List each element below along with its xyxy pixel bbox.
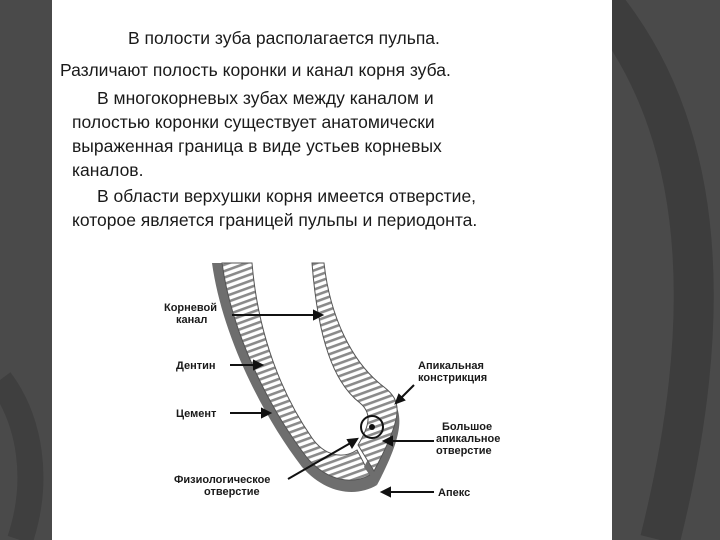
label-apical-constriction-2: констрикция xyxy=(418,372,488,384)
label-physiological-opening-1: Физиологическое xyxy=(174,474,271,486)
text-line-6: каналов. xyxy=(72,160,144,180)
root-canal-diagram xyxy=(152,245,523,518)
label-cement: Цемент xyxy=(176,408,217,420)
label-dentin: Дентин xyxy=(176,360,216,372)
label-root-canal-2: канал xyxy=(176,314,208,326)
label-major-apical-opening-2: апикальное xyxy=(436,433,501,445)
text-line-7: В области верхушки корня имеется отверстие, xyxy=(97,186,477,206)
label-apex: Апекс xyxy=(438,487,471,499)
label-root-canal-1: Корневой xyxy=(164,302,218,314)
arrowhead-physiological-opening xyxy=(348,439,357,447)
root-diagram-svg xyxy=(152,245,523,518)
text-line-8: которое является границей пульпы и периодонта. xyxy=(72,210,478,230)
label-major-apical-opening-3: отверстие xyxy=(436,445,492,457)
label-apical-constriction-1: Апикальная xyxy=(418,360,484,372)
arrowhead-apex xyxy=(382,488,390,496)
apical-opening-dot xyxy=(369,424,375,430)
text-line-4: полостью коронки существует анатомически xyxy=(72,112,435,132)
label-physiological-opening-2: отверстие xyxy=(204,486,260,498)
text-line-3: В многокорневых зубах между каналом и xyxy=(97,88,434,108)
text-line-2: Различают полость коронки и канал корня зуба. xyxy=(60,60,451,80)
text-line-1: В полости зуба располагается пульпа. xyxy=(128,28,440,48)
label-major-apical-opening-1: Большое xyxy=(442,421,493,433)
text-line-5: выраженная граница в виде устьев корневых xyxy=(72,136,442,156)
